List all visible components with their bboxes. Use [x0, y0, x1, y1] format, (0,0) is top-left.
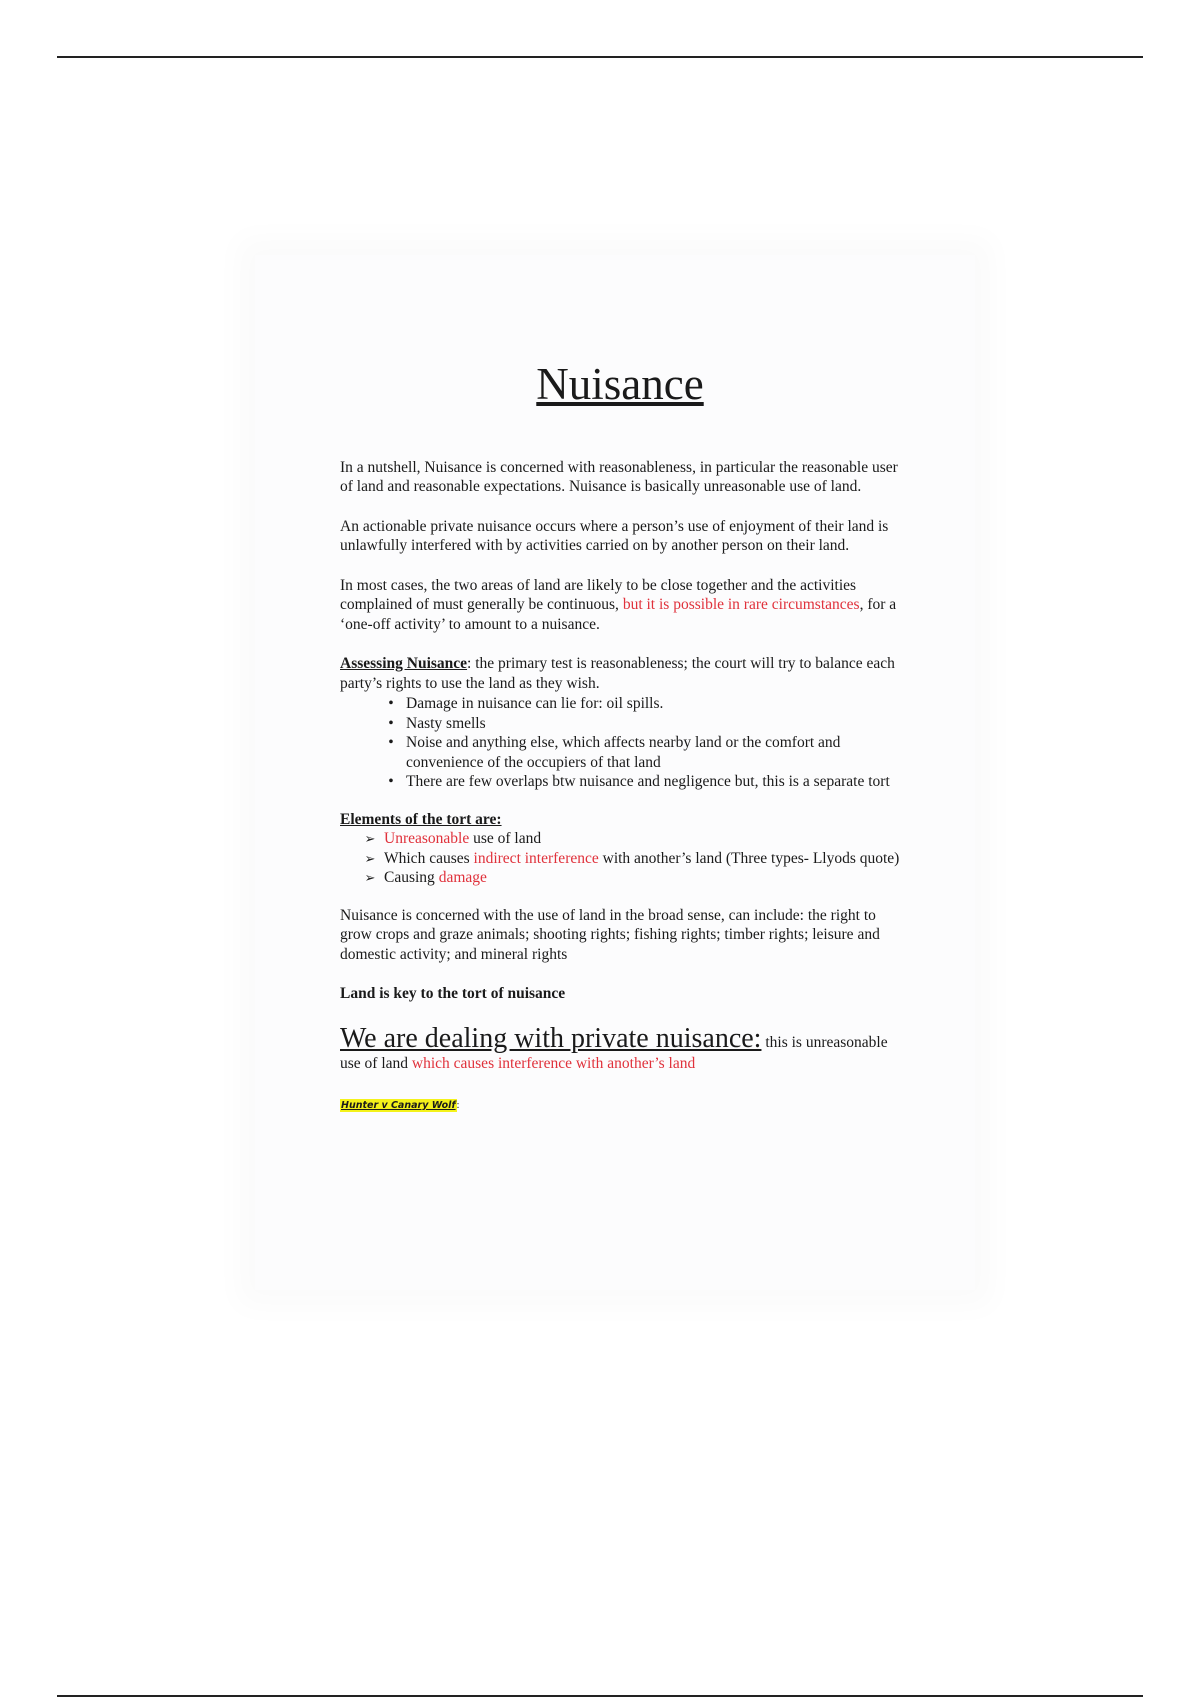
elements-heading-text: Elements of the tort are:	[340, 810, 502, 828]
bullet-icon: •	[388, 773, 394, 790]
list-item	[388, 694, 900, 714]
paragraph-private-nuisance	[340, 1024, 900, 1074]
private-nuisance-heading: We are dealing with private nuisance:	[340, 1022, 762, 1054]
assessing-heading: Assessing Nuisance	[340, 655, 468, 672]
list-item-text: Noise and anything else, which affects nearby land or the comfort and convenience of the occupiers of that land	[406, 734, 841, 771]
list-item	[364, 849, 900, 869]
list-item	[364, 829, 900, 849]
bullet-icon: •	[388, 695, 394, 712]
list-item-text: Nasty smells	[406, 714, 486, 732]
text-span: , for a ‘one-off activity’ to amount to a nuisance.	[340, 596, 897, 633]
document-content	[340, 360, 900, 1135]
red-text: which causes interference with another’s land	[411, 1054, 696, 1072]
elements-heading	[340, 810, 900, 830]
page-title: Nuisance	[536, 359, 704, 409]
arrow-bullet-icon: ➢	[364, 850, 376, 866]
paragraph-actionable: An actionable private nuisance occurs where a person’s use of enjoyment of their land is unlawfully interfered with by activities carried on by another person on their land.	[340, 517, 889, 554]
text-span: use of land	[469, 830, 542, 847]
red-text: indirect interference	[473, 849, 599, 867]
list-item	[388, 772, 900, 792]
footer-rule	[57, 1695, 1143, 1697]
header-rule	[57, 56, 1143, 58]
list-item	[364, 868, 900, 888]
bullet-icon: •	[388, 734, 394, 751]
text-span: Which causes	[384, 849, 474, 867]
paragraph-most-cases	[340, 576, 900, 635]
text-span: with another’s land (Three types- Llyods quote)	[598, 849, 900, 867]
red-text: but it is possible in rare circumstances	[622, 596, 860, 613]
paragraph-assessing	[340, 654, 900, 693]
list-item	[388, 733, 900, 772]
bullet-icon: •	[388, 714, 394, 732]
land-key-line	[340, 984, 900, 1004]
case-line	[340, 1094, 900, 1116]
red-text: damage	[438, 869, 487, 886]
arrow-bullet-icon: ➢	[364, 870, 376, 885]
assessing-text: : the primary test is reasonableness; the court will try to balance each party’s rights to use the land as they wish.	[340, 655, 895, 692]
text-span: this is unreasonable use of land	[340, 1033, 888, 1072]
paragraph-broad-sense: Nuisance is concerned with the use of land in the broad sense, can include: the right to grow crops and graze animals; shooting rights; fishing rights; timber rights; leisure and domestic activity; and mineral rights	[340, 906, 880, 963]
text-span: In most cases, the two areas of land are likely to be close together and the activities complained of must generally be continuous,	[340, 576, 857, 613]
red-text: Unreasonable	[384, 830, 470, 847]
list-item-text: There are few overlaps btw nuisance and negligence but, this is a separate tort	[406, 773, 890, 790]
elements-list	[340, 829, 900, 888]
text-span: Causing	[384, 869, 439, 886]
list-item	[388, 714, 900, 734]
land-key-text: Land is key to the tort of nuisance	[340, 985, 566, 1002]
assessing-bullet-list	[340, 694, 900, 792]
case-name-highlight: Hunter v Canary Wolf	[341, 1099, 456, 1111]
paragraph-nutshell: In a nutshell, Nuisance is concerned with reasonableness, in particular the reasonable user of land and reasonable expectations. Nuisance is basically unreasonable use of land.	[340, 458, 898, 495]
arrow-bullet-icon: ➢	[364, 831, 376, 846]
case-colon: :	[456, 1099, 460, 1111]
list-item-text: Damage in nuisance can lie for: oil spills.	[406, 695, 664, 712]
